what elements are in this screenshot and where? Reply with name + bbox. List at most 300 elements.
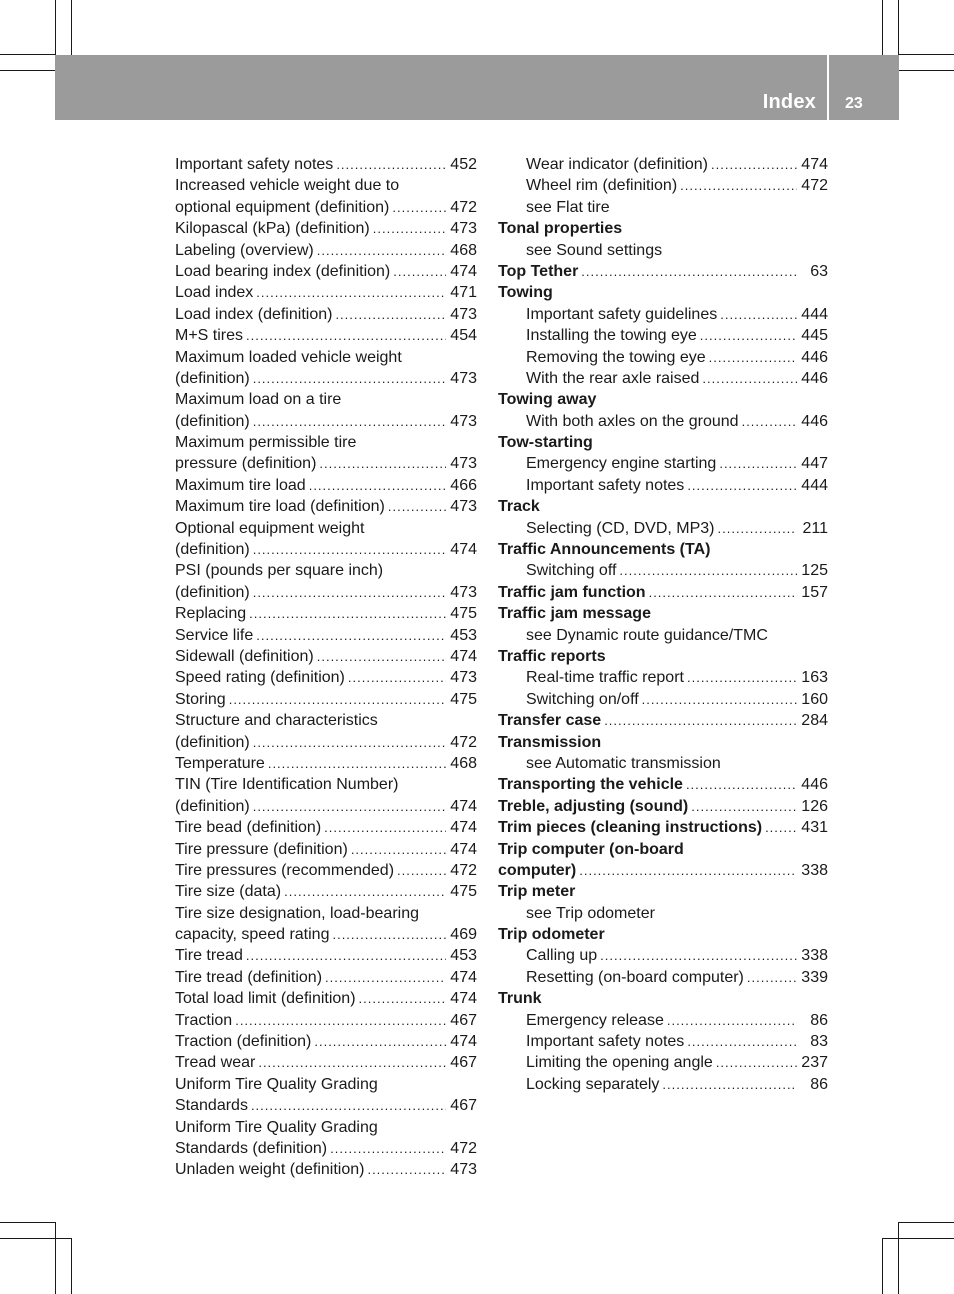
dot-leader xyxy=(691,796,797,817)
index-entry-page: 83 xyxy=(810,1033,828,1051)
index-entry-page: 160 xyxy=(801,690,828,708)
index-entry xyxy=(175,304,477,325)
index-entry-label: Wear indicator (definition) xyxy=(526,156,709,173)
index-entry xyxy=(498,411,828,432)
dot-leader xyxy=(600,945,797,966)
index-entry-label: Unladen weight (definition) xyxy=(175,1161,365,1179)
index-entry-page: 447 xyxy=(801,455,828,473)
dot-leader xyxy=(235,1010,446,1031)
index-entry xyxy=(175,710,477,731)
index-entry xyxy=(498,839,828,860)
dot-leader xyxy=(359,988,446,1009)
index-entry xyxy=(498,1074,828,1095)
index-entry-page: 472 xyxy=(450,198,477,216)
crop-mark xyxy=(0,1222,55,1223)
dot-leader xyxy=(336,154,446,175)
index-entry-label: Transfer case xyxy=(498,712,602,730)
index-entry-page: 446 xyxy=(801,369,828,387)
dot-leader xyxy=(314,1031,446,1052)
index-entry xyxy=(175,1095,477,1116)
index-entry xyxy=(498,560,828,581)
index-entry xyxy=(498,582,828,603)
dot-leader xyxy=(317,646,446,667)
index-entry-page: 468 xyxy=(450,754,477,772)
index-entry-label: Tread wear xyxy=(175,1054,256,1072)
dot-leader xyxy=(619,560,797,581)
index-entry-page: 446 xyxy=(801,348,828,366)
index-entry-label: Selecting (CD, DVD, MP3) xyxy=(526,519,715,537)
index-entry xyxy=(498,1031,828,1052)
index-entry-page: 452 xyxy=(450,156,477,173)
dot-leader xyxy=(246,945,446,966)
dot-leader xyxy=(718,518,798,539)
dot-leader xyxy=(319,453,446,474)
index-entry-label: Maximum load on a tire xyxy=(175,391,342,409)
dot-leader xyxy=(249,603,446,624)
index-entry-label: Locking separately xyxy=(526,1075,660,1093)
index-entry-page: 86 xyxy=(810,1011,828,1029)
index-entry-label: Traffic Announcements (TA) xyxy=(498,541,711,559)
index-entry xyxy=(498,325,828,346)
index-entry xyxy=(498,389,828,410)
index-entry-label: Tire bead (definition) xyxy=(175,819,322,837)
dot-leader xyxy=(579,860,797,881)
dot-leader xyxy=(373,218,446,239)
index-entry-label: capacity, speed rating xyxy=(175,926,330,944)
index-entry-label: Transmission xyxy=(498,733,602,751)
index-entry-page: 453 xyxy=(450,947,477,965)
index-entry-page: 86 xyxy=(810,1075,828,1093)
dot-leader xyxy=(742,411,797,432)
index-entry xyxy=(175,860,477,881)
crop-mark xyxy=(899,1222,954,1223)
index-entry xyxy=(498,945,828,966)
index-entry xyxy=(498,710,828,731)
index-entry xyxy=(175,625,477,646)
index-entry-page: 473 xyxy=(450,220,477,238)
dot-leader xyxy=(284,881,446,902)
index-entry-page: 444 xyxy=(801,305,828,323)
index-entry-label: Labeling (overview) xyxy=(175,241,314,259)
index-entry-page: 474 xyxy=(450,819,477,837)
index-entry-label: Maximum loaded vehicle weight xyxy=(175,348,402,366)
index-entry xyxy=(175,518,477,539)
index-entry-label: With both axles on the ground xyxy=(526,412,739,430)
crop-mark xyxy=(71,0,72,55)
dot-leader xyxy=(229,689,446,710)
dot-leader xyxy=(719,453,797,474)
index-entry-label: Towing xyxy=(498,284,553,302)
dot-leader xyxy=(330,1138,446,1159)
dot-leader xyxy=(680,175,797,196)
index-entry xyxy=(175,796,477,817)
dot-leader xyxy=(251,1095,446,1116)
index-entry xyxy=(175,560,477,581)
index-entry xyxy=(498,175,828,196)
index-entry-label: Removing the towing eye xyxy=(526,348,706,366)
index-entry-label: Uniform Tire Quality Grading xyxy=(175,1118,378,1136)
index-entry xyxy=(498,432,828,453)
index-entry-label: Switching off xyxy=(526,562,617,580)
crop-mark xyxy=(882,1238,883,1294)
index-entry xyxy=(498,453,828,474)
index-entry-label: see Automatic transmission xyxy=(526,754,721,772)
index-entry-page: 472 xyxy=(801,177,828,195)
index-entry xyxy=(498,218,828,239)
index-entry xyxy=(498,1010,828,1031)
index-entry-page: 446 xyxy=(801,776,828,794)
index-entry-label: Important safety notes xyxy=(526,1033,685,1051)
index-entry-label: Resetting (on-board computer) xyxy=(526,968,744,986)
index-entry-label: Replacing xyxy=(175,605,247,623)
index-entry-label: (definition) xyxy=(175,369,250,387)
index-entry-page: 446 xyxy=(801,412,828,430)
index-entry-page: 431 xyxy=(801,819,828,837)
index-entry xyxy=(498,796,828,817)
index-entry-page: 475 xyxy=(450,605,477,623)
index-entry-label: see Trip odometer xyxy=(526,904,655,922)
dot-leader xyxy=(332,924,446,945)
index-entry xyxy=(175,389,477,410)
index-entry xyxy=(498,967,828,988)
index-entry xyxy=(498,475,828,496)
index-entry xyxy=(498,924,828,945)
dot-leader xyxy=(348,667,446,688)
page-header xyxy=(55,55,899,120)
index-entry xyxy=(498,646,828,667)
dot-leader xyxy=(367,1159,446,1180)
crop-mark xyxy=(71,1238,72,1294)
index-entry xyxy=(498,689,828,710)
dot-leader xyxy=(581,261,797,282)
index-entry xyxy=(175,368,477,389)
index-entry xyxy=(175,646,477,667)
dot-leader xyxy=(393,261,446,282)
index-entry xyxy=(498,518,828,539)
index-entry-label: Speed rating (definition) xyxy=(175,669,345,687)
index-entry-label: Maximum permissible tire xyxy=(175,434,357,452)
dot-leader xyxy=(709,347,797,368)
dot-leader xyxy=(720,304,797,325)
index-entry xyxy=(175,1074,477,1095)
index-entry-page: 473 xyxy=(450,583,477,601)
index-entry-label: Traffic jam message xyxy=(498,605,651,623)
index-entry-page: 339 xyxy=(801,968,828,986)
index-entry-label: Real-time traffic report xyxy=(526,669,684,687)
index-entry-page: 125 xyxy=(801,562,828,580)
page-title: Index xyxy=(762,91,816,113)
index-entry xyxy=(498,667,828,688)
index-entry-page: 453 xyxy=(450,626,477,644)
dot-leader xyxy=(317,240,446,261)
index-entry xyxy=(175,753,477,774)
index-entry xyxy=(175,839,477,860)
index-entry-page: 126 xyxy=(801,797,828,815)
dot-leader xyxy=(256,282,446,303)
dot-leader xyxy=(253,368,446,389)
index-entry-page: 237 xyxy=(801,1054,828,1072)
index-entry xyxy=(498,860,828,881)
index-entry-label: computer) xyxy=(498,861,577,879)
dot-leader xyxy=(700,325,797,346)
index-entry-label: see Sound settings xyxy=(526,241,663,259)
index-entry xyxy=(175,218,477,239)
dot-leader xyxy=(246,325,446,346)
index-entry-label: Sidewall (definition) xyxy=(175,647,314,665)
index-entry-page: 472 xyxy=(450,861,477,879)
index-column-right xyxy=(498,154,828,1095)
crop-mark xyxy=(0,1238,71,1239)
index-entry xyxy=(175,582,477,603)
crop-mark xyxy=(0,70,55,71)
index-entry-label: Temperature xyxy=(175,754,265,772)
index-entry xyxy=(498,753,828,774)
index-entry-page: 474 xyxy=(450,968,477,986)
crop-mark xyxy=(55,0,56,55)
page-number: 23 xyxy=(845,95,863,112)
index-entry xyxy=(175,732,477,753)
index-entry-label: Towing away xyxy=(498,391,597,409)
index-entry-label: Maximum tire load (definition) xyxy=(175,498,385,516)
index-entry-label: Limiting the opening angle xyxy=(526,1054,713,1072)
index-entry xyxy=(175,1052,477,1073)
index-entry-label: Traffic jam function xyxy=(498,583,646,601)
dot-leader xyxy=(649,582,797,603)
index-entry xyxy=(498,988,828,1009)
index-entry-page: 157 xyxy=(801,583,828,601)
index-entry xyxy=(498,881,828,902)
index-entry-page: 473 xyxy=(450,1161,477,1179)
index-entry-page: 473 xyxy=(450,369,477,387)
index-entry-label: Uniform Tire Quality Grading xyxy=(175,1075,378,1093)
index-entry xyxy=(498,304,828,325)
index-entry xyxy=(175,967,477,988)
index-entry-label: Tire size (data) xyxy=(175,883,282,901)
index-entry-label: (definition) xyxy=(175,733,250,751)
index-entry xyxy=(175,539,477,560)
index-entry-label: see Flat tire xyxy=(526,198,610,216)
index-entry-label: Total load limit (definition) xyxy=(175,990,356,1008)
index-entry-label: Emergency release xyxy=(526,1011,664,1029)
index-entry xyxy=(498,603,828,624)
index-entry-label: Service life xyxy=(175,626,254,644)
index-entry-label: Emergency engine starting xyxy=(526,455,717,473)
index-entry-page: 338 xyxy=(801,947,828,965)
dot-leader xyxy=(324,817,446,838)
index-entry xyxy=(498,732,828,753)
index-entry xyxy=(498,539,828,560)
index-entry xyxy=(175,197,477,218)
index-entry xyxy=(498,903,828,924)
index-entry-label: Increased vehicle weight due to xyxy=(175,177,400,195)
index-entry-label: Important safety notes xyxy=(526,476,685,494)
index-entry-label: Trim pieces (cleaning instructions) xyxy=(498,819,763,837)
index-entry-label: Treble, adjusting (sound) xyxy=(498,797,689,815)
dot-leader xyxy=(392,197,446,218)
index-entry-label: (definition) xyxy=(175,797,250,815)
dot-leader xyxy=(604,710,797,731)
index-entry-label: Tire tread xyxy=(175,947,243,965)
index-entry xyxy=(175,261,477,282)
crop-mark xyxy=(0,54,55,55)
index-entry xyxy=(498,282,828,303)
dot-leader xyxy=(253,539,446,560)
crop-mark xyxy=(898,1222,899,1294)
index-entry-label: Traction (definition) xyxy=(175,1033,312,1051)
dot-leader xyxy=(351,839,446,860)
index-entry xyxy=(175,1138,477,1159)
dot-leader xyxy=(388,496,446,517)
index-entry-label: Standards (definition) xyxy=(175,1139,328,1157)
dot-leader xyxy=(397,860,446,881)
index-entry xyxy=(175,411,477,432)
index-entry xyxy=(175,881,477,902)
index-entry xyxy=(175,945,477,966)
index-entry-label: Trip odometer xyxy=(498,926,605,944)
index-entry xyxy=(175,1031,477,1052)
crop-mark xyxy=(882,0,883,55)
index-entry xyxy=(175,817,477,838)
index-entry xyxy=(175,1159,477,1180)
dot-leader xyxy=(686,774,797,795)
index-entry-page: 473 xyxy=(450,412,477,430)
index-entry-label: Important safety guidelines xyxy=(526,305,718,323)
index-entry xyxy=(175,475,477,496)
index-entry-label: Top Tether xyxy=(498,262,579,280)
crop-mark xyxy=(898,0,899,55)
index-entry-label: Load index (definition) xyxy=(175,305,333,323)
dot-leader xyxy=(335,304,446,325)
index-entry-page: 473 xyxy=(450,498,477,516)
dot-leader xyxy=(325,967,446,988)
index-entry-page: 474 xyxy=(801,156,828,173)
index-entry-page: 474 xyxy=(450,541,477,559)
index-entry xyxy=(175,774,477,795)
index-entry xyxy=(498,625,828,646)
index-entry xyxy=(175,689,477,710)
index-entry xyxy=(175,453,477,474)
index-entry-label: PSI (pounds per square inch) xyxy=(175,562,384,580)
index-entry xyxy=(175,325,477,346)
dot-leader xyxy=(687,1031,797,1052)
index-entry-label: Load index xyxy=(175,284,254,302)
index-entry xyxy=(498,496,828,517)
index-entry-page: 473 xyxy=(450,305,477,323)
index-entry-label: Storing xyxy=(175,690,226,708)
index-entry-page: 469 xyxy=(450,926,477,944)
index-entry-label: Switching on/off xyxy=(526,690,639,708)
index-entry xyxy=(498,261,828,282)
index-entry-page: 163 xyxy=(801,669,828,687)
index-entry-page: 474 xyxy=(450,840,477,858)
crop-mark xyxy=(55,1222,56,1294)
index-entry-page: 445 xyxy=(801,327,828,345)
dot-leader xyxy=(765,817,797,838)
index-entry xyxy=(175,154,477,175)
index-entry xyxy=(175,603,477,624)
index-entry xyxy=(175,175,477,196)
index-entry-label: Tire tread (definition) xyxy=(175,968,323,986)
index-entry-label: optional equipment (definition) xyxy=(175,198,390,216)
dot-leader xyxy=(711,154,797,175)
index-entry-page: 472 xyxy=(450,733,477,751)
index-entry xyxy=(175,988,477,1009)
index-entry-label: Optional equipment weight xyxy=(175,519,365,537)
dot-leader xyxy=(253,411,446,432)
index-entry-page: 211 xyxy=(802,519,828,537)
dot-leader xyxy=(253,732,446,753)
index-entry-label: Tire pressure (definition) xyxy=(175,840,348,858)
index-entry xyxy=(498,368,828,389)
index-entry-page: 284 xyxy=(801,712,828,730)
dot-leader xyxy=(702,368,797,389)
index-entry-page: 474 xyxy=(450,647,477,665)
index-entry-page: 474 xyxy=(450,262,477,280)
index-entry-label: M+S tires xyxy=(175,327,244,345)
dot-leader xyxy=(256,625,446,646)
index-entry xyxy=(175,432,477,453)
index-entry-page: 454 xyxy=(450,327,477,345)
index-column-left xyxy=(175,154,477,1181)
dot-leader xyxy=(716,1052,797,1073)
index-entry-label: Maximum tire load xyxy=(175,476,306,494)
index-entry xyxy=(498,1052,828,1073)
dot-leader xyxy=(747,967,797,988)
dot-leader xyxy=(687,475,797,496)
index-entry-label: Trunk xyxy=(498,990,542,1008)
index-entry-page: 467 xyxy=(450,1097,477,1115)
index-entry-page: 467 xyxy=(450,1054,477,1072)
index-entry-page: 475 xyxy=(450,690,477,708)
index-entry-page: 466 xyxy=(450,476,477,494)
index-entry-label: Traction xyxy=(175,1011,233,1029)
index-entry xyxy=(175,667,477,688)
index-entry-page: 473 xyxy=(450,669,477,687)
dot-leader xyxy=(662,1074,797,1095)
index-entry-label: Installing the towing eye xyxy=(526,327,697,345)
index-entry xyxy=(498,817,828,838)
crop-mark xyxy=(882,1238,954,1239)
index-entry-page: 468 xyxy=(450,241,477,259)
index-entry-page: 471 xyxy=(450,284,477,302)
dot-leader xyxy=(667,1010,797,1031)
index-entry-label: Kilopascal (kPa) (definition) xyxy=(175,220,370,238)
index-entry-label: TIN (Tire Identification Number) xyxy=(175,776,399,794)
index-entry-label: Standards xyxy=(175,1097,248,1115)
index-entry xyxy=(498,154,828,175)
index-entry-page: 473 xyxy=(450,455,477,473)
index-entry-label: Track xyxy=(498,498,540,516)
index-entry-label: Tire pressures (recommended) xyxy=(175,861,395,879)
header-divider xyxy=(827,55,829,120)
index-entry-page: 63 xyxy=(810,262,828,280)
index-entry-label: see Dynamic route guidance/TMC xyxy=(526,626,768,644)
index-entry-label: (definition) xyxy=(175,412,250,430)
index-entry-label: Calling up xyxy=(526,947,598,965)
index-entry xyxy=(175,903,477,924)
index-entry-label: With the rear axle raised xyxy=(526,369,700,387)
index-entry-page: 444 xyxy=(801,476,828,494)
index-entry xyxy=(175,240,477,261)
index-entry-label: Load bearing index (definition) xyxy=(175,262,391,280)
index-entry-page: 467 xyxy=(450,1011,477,1029)
index-entry-label: Structure and characteristics xyxy=(175,712,378,730)
index-entry xyxy=(498,774,828,795)
index-entry-label: Tow-starting xyxy=(498,434,593,452)
index-entry xyxy=(175,924,477,945)
index-entry-page: 474 xyxy=(450,1033,477,1051)
index-entry-label: Important safety notes xyxy=(175,156,334,173)
